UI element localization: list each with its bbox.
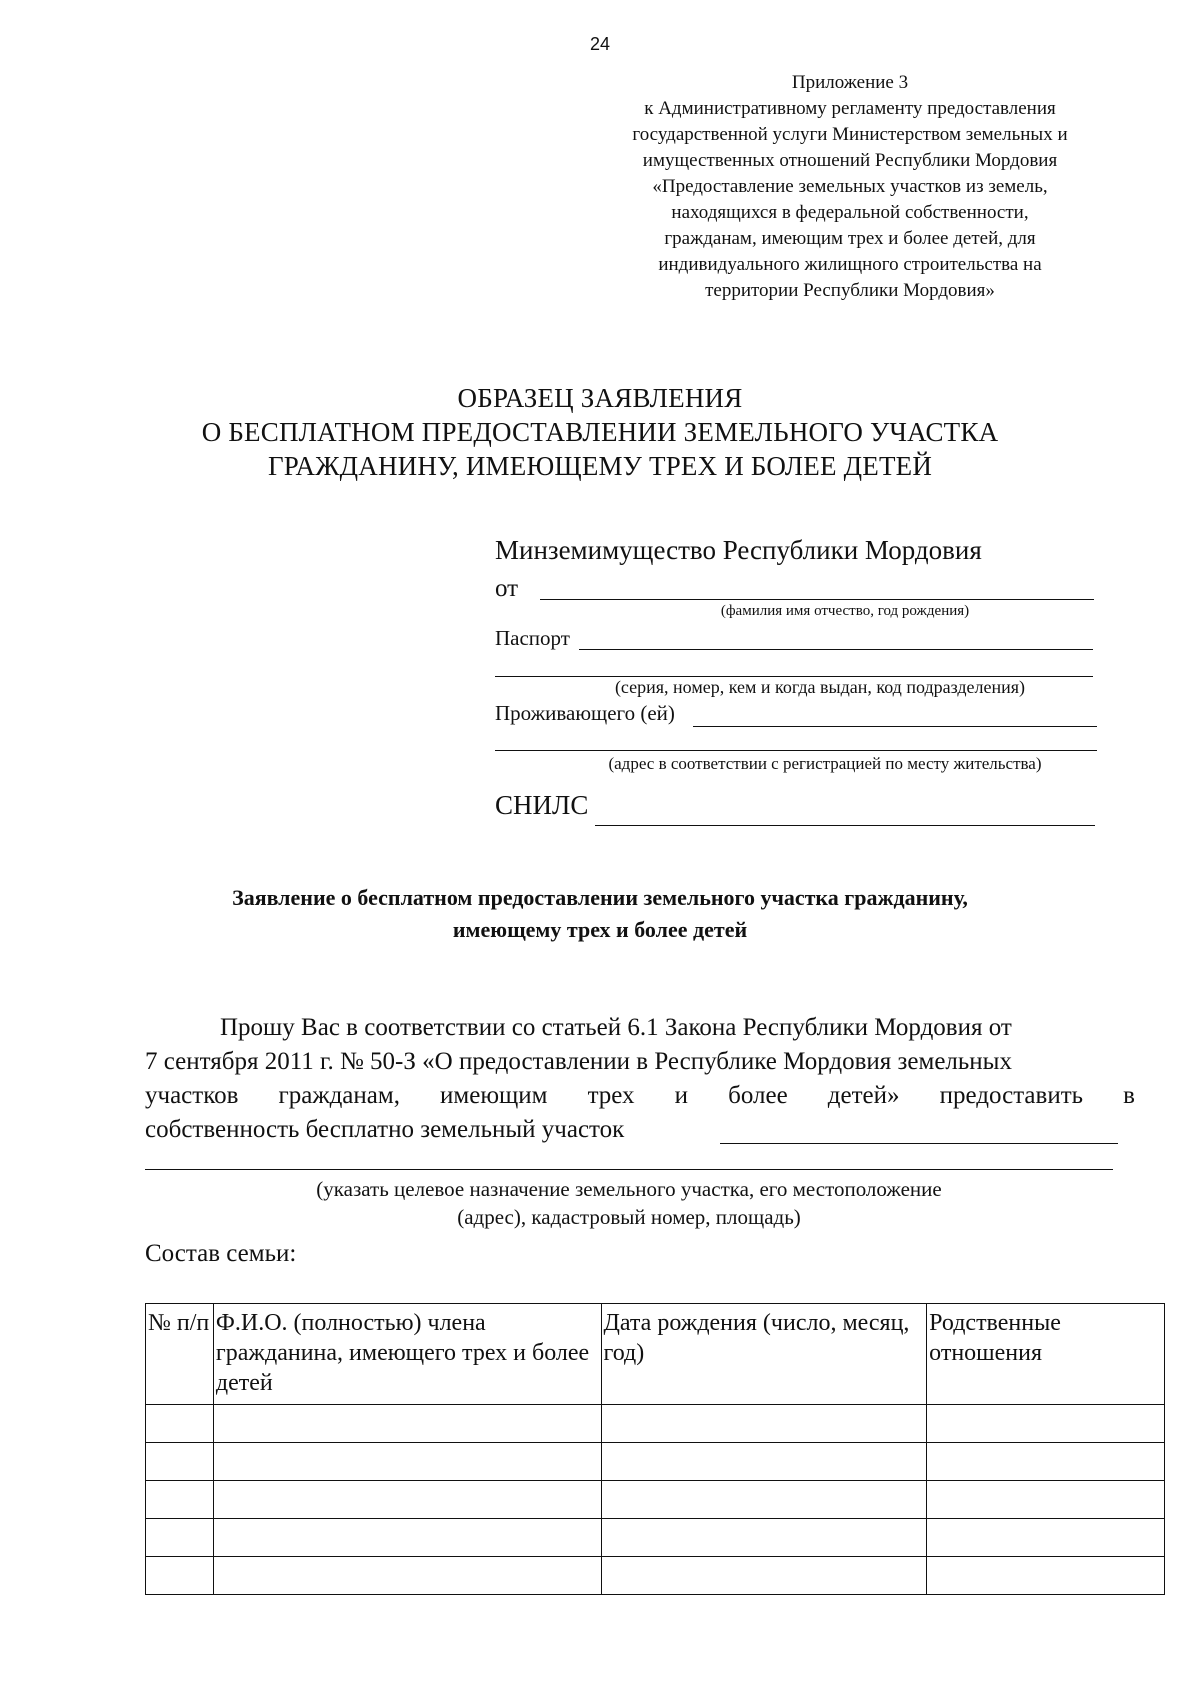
table-row	[146, 1405, 1165, 1443]
body-word: более	[728, 1082, 788, 1109]
statement-title-line: Заявление о бесплатном предоставлении земельного участка гражданину,	[232, 885, 968, 910]
appendix-line: гражданам, имеющим трех и более детей, для	[664, 228, 1036, 249]
body-word: трех	[587, 1082, 635, 1109]
appendix-line: индивидуального жилищного строительства на	[658, 254, 1042, 275]
table-row	[146, 1481, 1165, 1519]
body-word: имеющим	[440, 1082, 548, 1109]
table-cell[interactable]	[601, 1443, 927, 1481]
sample-title	[150, 381, 1050, 483]
table-cell[interactable]	[601, 1405, 927, 1443]
header-number: № п/п	[146, 1304, 214, 1405]
passport-label: Паспорт	[495, 626, 570, 650]
sample-title-line: О БЕСПЛАТНОМ ПРЕДОСТАВЛЕНИИ ЗЕМЕЛЬНОГО УЧАСТКА	[201, 417, 999, 447]
from-hint: (фамилия имя отчество, год рождения)	[720, 603, 970, 619]
body-word: в	[1123, 1082, 1135, 1109]
passport-field[interactable]	[579, 649, 1093, 650]
page-number: 24	[589, 34, 611, 54]
table-cell[interactable]	[927, 1405, 1165, 1443]
header-relationship: Родственные отношения	[927, 1304, 1165, 1405]
sample-title-line: ГРАЖДАНИНУ, ИМЕЮЩЕМУ ТРЕХ И БОЛЕЕ ДЕТЕЙ	[267, 451, 933, 481]
land-plot-hint-1: (указать целевое назначение земельного участка, его местоположение	[316, 1177, 942, 1201]
sample-title-line: ОБРАЗЕЦ ЗАЯВЛЕНИЯ	[457, 383, 743, 413]
table-row	[146, 1443, 1165, 1481]
family-composition-label: Состав семьи:	[145, 1240, 297, 1267]
table-cell[interactable]	[927, 1481, 1165, 1519]
table-cell[interactable]	[927, 1557, 1165, 1595]
table-cell[interactable]	[213, 1443, 601, 1481]
table-cell[interactable]	[213, 1519, 601, 1557]
statement-title	[120, 882, 1080, 946]
table-cell[interactable]	[213, 1405, 601, 1443]
snils-label: СНИЛС	[495, 790, 589, 820]
body-word: и	[674, 1082, 689, 1109]
body-line-4: собственность бесплатно земельный участок	[145, 1116, 625, 1143]
appendix-line: государственной услуги Министерством земельных и	[632, 124, 1068, 145]
appendix-header	[580, 70, 1120, 304]
table-cell[interactable]	[146, 1519, 214, 1557]
snils-field[interactable]	[595, 825, 1095, 826]
table-cell[interactable]	[601, 1557, 927, 1595]
appendix-line: территории Республики Мордовия»	[705, 280, 995, 301]
table-cell[interactable]	[213, 1481, 601, 1519]
table-cell[interactable]	[213, 1557, 601, 1595]
table-cell[interactable]	[146, 1481, 214, 1519]
header-full-name: Ф.И.О. (полностью) члена гражданина, имеющего трех и более детей	[213, 1304, 601, 1405]
appendix-line: к Административному регламенту предоставления	[644, 98, 1056, 119]
land-plot-hint-2: (адрес), кадастровый номер, площадь)	[457, 1205, 801, 1229]
body-word: предоставить	[939, 1082, 1084, 1109]
appendix-line: Приложение 3	[791, 72, 909, 93]
table-cell[interactable]	[146, 1405, 214, 1443]
table-row	[146, 1519, 1165, 1557]
table-cell[interactable]	[146, 1443, 214, 1481]
land-plot-field-line-2[interactable]	[145, 1169, 1113, 1170]
table-header-row	[146, 1304, 1165, 1405]
land-plot-field[interactable]	[720, 1143, 1118, 1144]
passport-hint: (серия, номер, кем и когда выдан, код подразделения)	[614, 677, 1026, 697]
residing-hint: (адрес в соответствии с регистрацией по месту жительства)	[608, 754, 1042, 773]
residing-field[interactable]	[693, 726, 1097, 727]
family-table	[145, 1303, 1165, 1595]
header-birth-date: Дата рождения (число, месяц, год)	[601, 1304, 927, 1405]
appendix-line: находящихся в федеральной собственности,	[671, 202, 1029, 223]
table-cell[interactable]	[601, 1519, 927, 1557]
residing-field-line-2[interactable]	[495, 750, 1097, 751]
body-word: участков	[145, 1082, 239, 1109]
table-cell[interactable]	[601, 1481, 927, 1519]
body-line-3	[145, 1080, 1135, 1112]
table-row	[146, 1557, 1165, 1595]
appendix-line: имущественных отношений Республики Мордовия	[642, 150, 1058, 171]
table-cell[interactable]	[927, 1519, 1165, 1557]
table-cell[interactable]	[927, 1443, 1165, 1481]
body-word: детей»	[827, 1082, 900, 1109]
body-line-2: 7 сентября 2011 г. № 50-З «О предоставлении в Республике Мордовия земельных	[145, 1048, 1012, 1075]
residing-label: Проживающего (ей)	[495, 701, 675, 725]
from-label: от	[495, 575, 519, 602]
ministry-name: Минземимущество Республики Мордовия	[495, 535, 982, 565]
from-field[interactable]	[540, 599, 1094, 600]
statement-title-line: имеющему трех и более детей	[452, 917, 748, 942]
body-word: гражданам,	[278, 1082, 400, 1109]
table-cell[interactable]	[146, 1557, 214, 1595]
body-line-1: Прошу Вас в соответствии со статьей 6.1 Закона Республики Мордовия от	[220, 1014, 1012, 1041]
appendix-line: «Предоставление земельных участков из земель,	[652, 176, 1048, 197]
